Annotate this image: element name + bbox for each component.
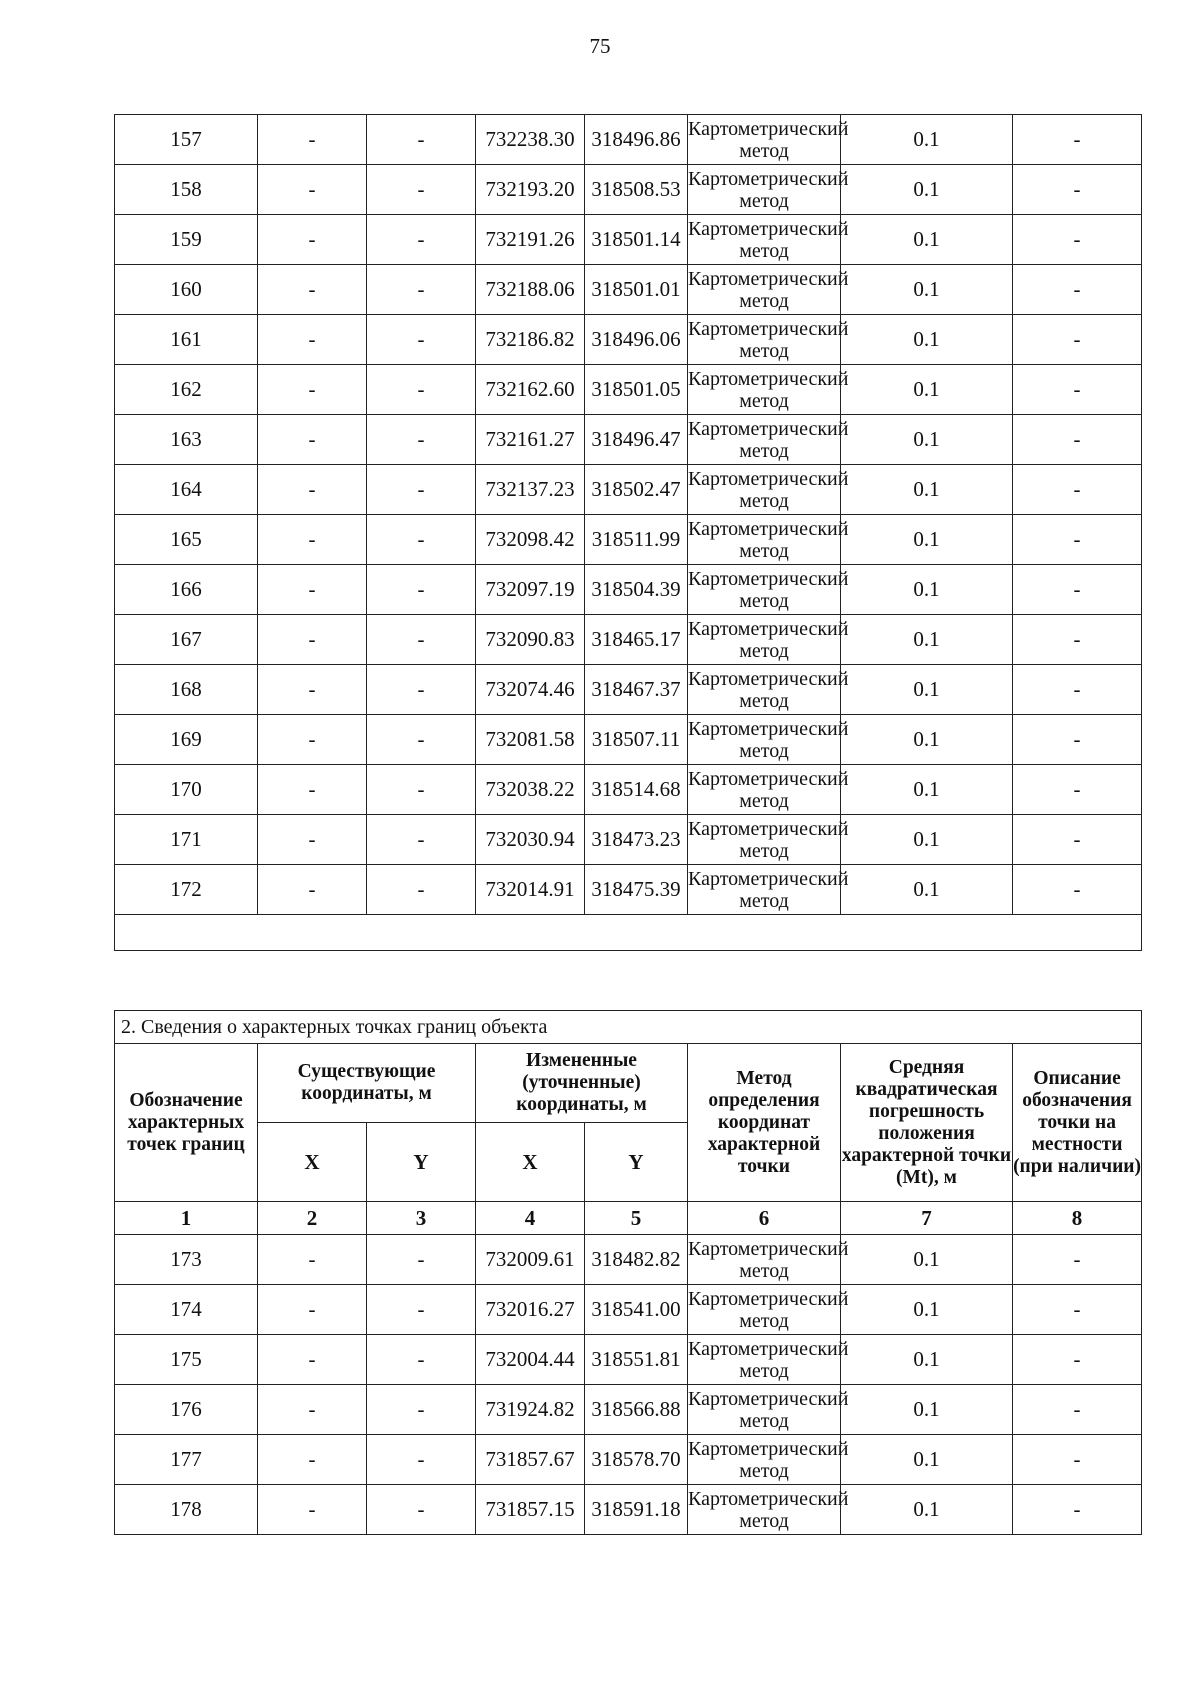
- description-cell: -: [1013, 515, 1142, 565]
- changed-x-cell: 731924.82: [476, 1385, 585, 1435]
- existing-x-cell: -: [258, 765, 367, 815]
- method-cell: Картометрический метод: [688, 165, 841, 215]
- point-id-cell: 168: [115, 665, 258, 715]
- boundary-points-table: [114, 1010, 1142, 1535]
- changed-y-cell: 318511.99: [585, 515, 688, 565]
- description-cell: -: [1013, 415, 1142, 465]
- existing-y-cell: -: [367, 515, 476, 565]
- changed-x-cell: 732162.60: [476, 365, 585, 415]
- existing-x-cell: -: [258, 165, 367, 215]
- table-row: [115, 715, 1142, 765]
- table-row: [115, 365, 1142, 415]
- point-id-cell: 175: [115, 1335, 258, 1385]
- method-cell: Картометрический метод: [688, 515, 841, 565]
- changed-y-cell: 318496.47: [585, 415, 688, 465]
- point-id-cell: 177: [115, 1435, 258, 1485]
- existing-y-cell: -: [367, 1385, 476, 1435]
- method-cell: Картометрический метод: [688, 615, 841, 665]
- changed-y-cell: 318496.86: [585, 115, 688, 165]
- description-cell: -: [1013, 1485, 1142, 1535]
- changed-y-cell: 318551.81: [585, 1335, 688, 1385]
- table-row: [115, 565, 1142, 615]
- table-row: [115, 465, 1142, 515]
- header-changed-x: X: [476, 1123, 585, 1202]
- existing-x-cell: -: [258, 1235, 367, 1285]
- description-cell: -: [1013, 215, 1142, 265]
- changed-x-cell: 732097.19: [476, 565, 585, 615]
- accuracy-cell: 0.1: [841, 465, 1013, 515]
- changed-x-cell: 731857.67: [476, 1435, 585, 1485]
- changed-x-cell: 732161.27: [476, 415, 585, 465]
- table-row: [115, 515, 1142, 565]
- description-cell: -: [1013, 1385, 1142, 1435]
- table-row: [115, 265, 1142, 315]
- changed-x-cell: 732090.83: [476, 615, 585, 665]
- changed-y-cell: 318501.05: [585, 365, 688, 415]
- existing-x-cell: -: [258, 1435, 367, 1485]
- method-cell: Картометрический метод: [688, 115, 841, 165]
- accuracy-cell: 0.1: [841, 815, 1013, 865]
- point-id-cell: 174: [115, 1285, 258, 1335]
- method-cell: Картометрический метод: [688, 815, 841, 865]
- existing-y-cell: -: [367, 415, 476, 465]
- existing-x-cell: -: [258, 1485, 367, 1535]
- table-row: [115, 215, 1142, 265]
- changed-x-cell: 732009.61: [476, 1235, 585, 1285]
- existing-x-cell: -: [258, 365, 367, 415]
- method-cell: Картометрический метод: [688, 1385, 841, 1435]
- existing-x-cell: -: [258, 565, 367, 615]
- changed-x-cell: 732004.44: [476, 1335, 585, 1385]
- method-cell: Картометрический метод: [688, 865, 841, 915]
- accuracy-cell: 0.1: [841, 415, 1013, 465]
- changed-y-cell: 318508.53: [585, 165, 688, 215]
- changed-x-cell: 732188.06: [476, 265, 585, 315]
- existing-y-cell: -: [367, 1285, 476, 1335]
- accuracy-cell: 0.1: [841, 115, 1013, 165]
- column-number: 1: [115, 1202, 258, 1235]
- existing-x-cell: -: [258, 865, 367, 915]
- point-id-cell: 171: [115, 815, 258, 865]
- description-cell: -: [1013, 165, 1142, 215]
- description-cell: -: [1013, 315, 1142, 365]
- point-id-cell: 178: [115, 1485, 258, 1535]
- changed-x-cell: 732238.30: [476, 115, 585, 165]
- method-cell: Картометрический метод: [688, 1435, 841, 1485]
- table-row: [115, 765, 1142, 815]
- table-title: 2. Сведения о характерных точках границ объекта: [115, 1011, 1142, 1044]
- existing-y-cell: -: [367, 115, 476, 165]
- empty-cell: [115, 915, 1142, 951]
- description-cell: -: [1013, 1235, 1142, 1285]
- method-cell: Картометрический метод: [688, 215, 841, 265]
- description-cell: -: [1013, 115, 1142, 165]
- existing-y-cell: -: [367, 315, 476, 365]
- description-cell: -: [1013, 715, 1142, 765]
- header-description: Описание обозначения точки на местности (при наличии): [1013, 1044, 1142, 1202]
- changed-x-cell: 732191.26: [476, 215, 585, 265]
- changed-y-cell: 318566.88: [585, 1385, 688, 1435]
- accuracy-cell: 0.1: [841, 1285, 1013, 1335]
- description-cell: -: [1013, 1285, 1142, 1335]
- accuracy-cell: 0.1: [841, 1435, 1013, 1485]
- point-id-cell: 167: [115, 615, 258, 665]
- existing-x-cell: -: [258, 215, 367, 265]
- point-id-cell: 172: [115, 865, 258, 915]
- accuracy-cell: 0.1: [841, 1335, 1013, 1385]
- existing-y-cell: -: [367, 565, 476, 615]
- header-method: Метод определения координат характерной точки: [688, 1044, 841, 1202]
- existing-y-cell: -: [367, 465, 476, 515]
- point-id-cell: 165: [115, 515, 258, 565]
- existing-x-cell: -: [258, 515, 367, 565]
- existing-x-cell: -: [258, 615, 367, 665]
- table-row: [115, 615, 1142, 665]
- accuracy-cell: 0.1: [841, 865, 1013, 915]
- existing-y-cell: -: [367, 1335, 476, 1385]
- accuracy-cell: 0.1: [841, 665, 1013, 715]
- accuracy-cell: 0.1: [841, 1235, 1013, 1285]
- existing-y-cell: -: [367, 365, 476, 415]
- table-empty-row: [115, 915, 1142, 951]
- existing-y-cell: -: [367, 1435, 476, 1485]
- description-cell: -: [1013, 265, 1142, 315]
- header-existing-y: Y: [367, 1123, 476, 1202]
- changed-y-cell: 318502.47: [585, 465, 688, 515]
- method-cell: Картометрический метод: [688, 765, 841, 815]
- accuracy-cell: 0.1: [841, 515, 1013, 565]
- point-id-cell: 176: [115, 1385, 258, 1435]
- existing-y-cell: -: [367, 665, 476, 715]
- header-changed-y: Y: [585, 1123, 688, 1202]
- changed-y-cell: 318475.39: [585, 865, 688, 915]
- description-cell: -: [1013, 465, 1142, 515]
- method-cell: Картометрический метод: [688, 1235, 841, 1285]
- existing-y-cell: -: [367, 1485, 476, 1535]
- method-cell: Картометрический метод: [688, 365, 841, 415]
- description-cell: -: [1013, 565, 1142, 615]
- description-cell: -: [1013, 815, 1142, 865]
- method-cell: Картометрический метод: [688, 1335, 841, 1385]
- accuracy-cell: 0.1: [841, 315, 1013, 365]
- accuracy-cell: 0.1: [841, 265, 1013, 315]
- accuracy-cell: 0.1: [841, 765, 1013, 815]
- table-row: [115, 1335, 1142, 1385]
- description-cell: -: [1013, 615, 1142, 665]
- existing-x-cell: -: [258, 665, 367, 715]
- table-row: [115, 665, 1142, 715]
- existing-y-cell: -: [367, 215, 476, 265]
- column-number: 2: [258, 1202, 367, 1235]
- description-cell: -: [1013, 1435, 1142, 1485]
- existing-y-cell: -: [367, 615, 476, 665]
- changed-y-cell: 318473.23: [585, 815, 688, 865]
- table-row: [115, 1285, 1142, 1335]
- header-existing-coordinates: Существующие координаты, м: [258, 1044, 476, 1123]
- method-cell: Картометрический метод: [688, 565, 841, 615]
- point-id-cell: 159: [115, 215, 258, 265]
- existing-y-cell: -: [367, 165, 476, 215]
- existing-x-cell: -: [258, 1335, 367, 1385]
- changed-x-cell: 732074.46: [476, 665, 585, 715]
- description-cell: -: [1013, 1335, 1142, 1385]
- existing-x-cell: -: [258, 115, 367, 165]
- table-row: [115, 1235, 1142, 1285]
- changed-y-cell: 318504.39: [585, 565, 688, 615]
- changed-x-cell: 732081.58: [476, 715, 585, 765]
- changed-x-cell: 732193.20: [476, 165, 585, 215]
- existing-x-cell: -: [258, 465, 367, 515]
- column-number: 8: [1013, 1202, 1142, 1235]
- method-cell: Картометрический метод: [688, 265, 841, 315]
- point-id-cell: 164: [115, 465, 258, 515]
- table-row: [115, 165, 1142, 215]
- changed-y-cell: 318578.70: [585, 1435, 688, 1485]
- changed-x-cell: 732186.82: [476, 315, 585, 365]
- accuracy-cell: 0.1: [841, 165, 1013, 215]
- method-cell: Картометрический метод: [688, 315, 841, 365]
- table-row: [115, 815, 1142, 865]
- header-changed-coordinates: Измененные (уточненные) координаты, м: [476, 1044, 688, 1123]
- changed-y-cell: 318514.68: [585, 765, 688, 815]
- column-number: 5: [585, 1202, 688, 1235]
- existing-x-cell: -: [258, 315, 367, 365]
- existing-x-cell: -: [258, 1285, 367, 1335]
- existing-x-cell: -: [258, 265, 367, 315]
- changed-x-cell: 731857.15: [476, 1485, 585, 1535]
- method-cell: Картометрический метод: [688, 415, 841, 465]
- point-id-cell: 173: [115, 1235, 258, 1285]
- existing-y-cell: -: [367, 1235, 476, 1285]
- header-existing-x: X: [258, 1123, 367, 1202]
- existing-x-cell: -: [258, 1385, 367, 1435]
- description-cell: -: [1013, 865, 1142, 915]
- description-cell: -: [1013, 365, 1142, 415]
- table-row: [115, 1435, 1142, 1485]
- point-id-cell: 161: [115, 315, 258, 365]
- changed-y-cell: 318501.01: [585, 265, 688, 315]
- table-row: [115, 115, 1142, 165]
- accuracy-cell: 0.1: [841, 565, 1013, 615]
- header-designation: Обозначение характерных точек границ: [115, 1044, 258, 1202]
- changed-x-cell: 732014.91: [476, 865, 585, 915]
- points-table-continued: [114, 114, 1142, 951]
- column-number: 4: [476, 1202, 585, 1235]
- point-id-cell: 163: [115, 415, 258, 465]
- points-table-body: [115, 115, 1142, 915]
- accuracy-cell: 0.1: [841, 365, 1013, 415]
- accuracy-cell: 0.1: [841, 715, 1013, 765]
- table-row: [115, 865, 1142, 915]
- page-number: 75: [589, 34, 611, 58]
- existing-y-cell: -: [367, 265, 476, 315]
- existing-y-cell: -: [367, 865, 476, 915]
- table-row: [115, 315, 1142, 365]
- changed-x-cell: 732016.27: [476, 1285, 585, 1335]
- description-cell: -: [1013, 765, 1142, 815]
- accuracy-cell: 0.1: [841, 215, 1013, 265]
- table-row: [115, 1385, 1142, 1435]
- method-cell: Картометрический метод: [688, 465, 841, 515]
- changed-y-cell: 318482.82: [585, 1235, 688, 1285]
- changed-y-cell: 318465.17: [585, 615, 688, 665]
- table-row: [115, 1485, 1142, 1535]
- method-cell: Картометрический метод: [688, 1285, 841, 1335]
- point-id-cell: 158: [115, 165, 258, 215]
- point-id-cell: 157: [115, 115, 258, 165]
- method-cell: Картометрический метод: [688, 1485, 841, 1535]
- description-cell: -: [1013, 665, 1142, 715]
- changed-y-cell: 318591.18: [585, 1485, 688, 1535]
- column-number: 6: [688, 1202, 841, 1235]
- accuracy-cell: 0.1: [841, 1385, 1013, 1435]
- existing-x-cell: -: [258, 415, 367, 465]
- column-numbers-row: [115, 1202, 1142, 1235]
- changed-x-cell: 732030.94: [476, 815, 585, 865]
- existing-x-cell: -: [258, 815, 367, 865]
- changed-y-cell: 318501.14: [585, 215, 688, 265]
- accuracy-cell: 0.1: [841, 1485, 1013, 1535]
- column-number: 7: [841, 1202, 1013, 1235]
- method-cell: Картометрический метод: [688, 715, 841, 765]
- method-cell: Картометрический метод: [688, 665, 841, 715]
- point-id-cell: 170: [115, 765, 258, 815]
- boundary-points-table-body: [115, 1235, 1142, 1535]
- header-accuracy: Средняя квадратическая погрешность положения характерной точки (Mt), м: [841, 1044, 1013, 1202]
- existing-y-cell: -: [367, 715, 476, 765]
- accuracy-cell: 0.1: [841, 615, 1013, 665]
- changed-y-cell: 318507.11: [585, 715, 688, 765]
- point-id-cell: 166: [115, 565, 258, 615]
- changed-x-cell: 732137.23: [476, 465, 585, 515]
- point-id-cell: 169: [115, 715, 258, 765]
- point-id-cell: 160: [115, 265, 258, 315]
- point-id-cell: 162: [115, 365, 258, 415]
- changed-y-cell: 318467.37: [585, 665, 688, 715]
- existing-y-cell: -: [367, 815, 476, 865]
- changed-y-cell: 318496.06: [585, 315, 688, 365]
- existing-x-cell: -: [258, 715, 367, 765]
- changed-x-cell: 732038.22: [476, 765, 585, 815]
- changed-y-cell: 318541.00: [585, 1285, 688, 1335]
- existing-y-cell: -: [367, 765, 476, 815]
- column-number: 3: [367, 1202, 476, 1235]
- table-row: [115, 415, 1142, 465]
- changed-x-cell: 732098.42: [476, 515, 585, 565]
